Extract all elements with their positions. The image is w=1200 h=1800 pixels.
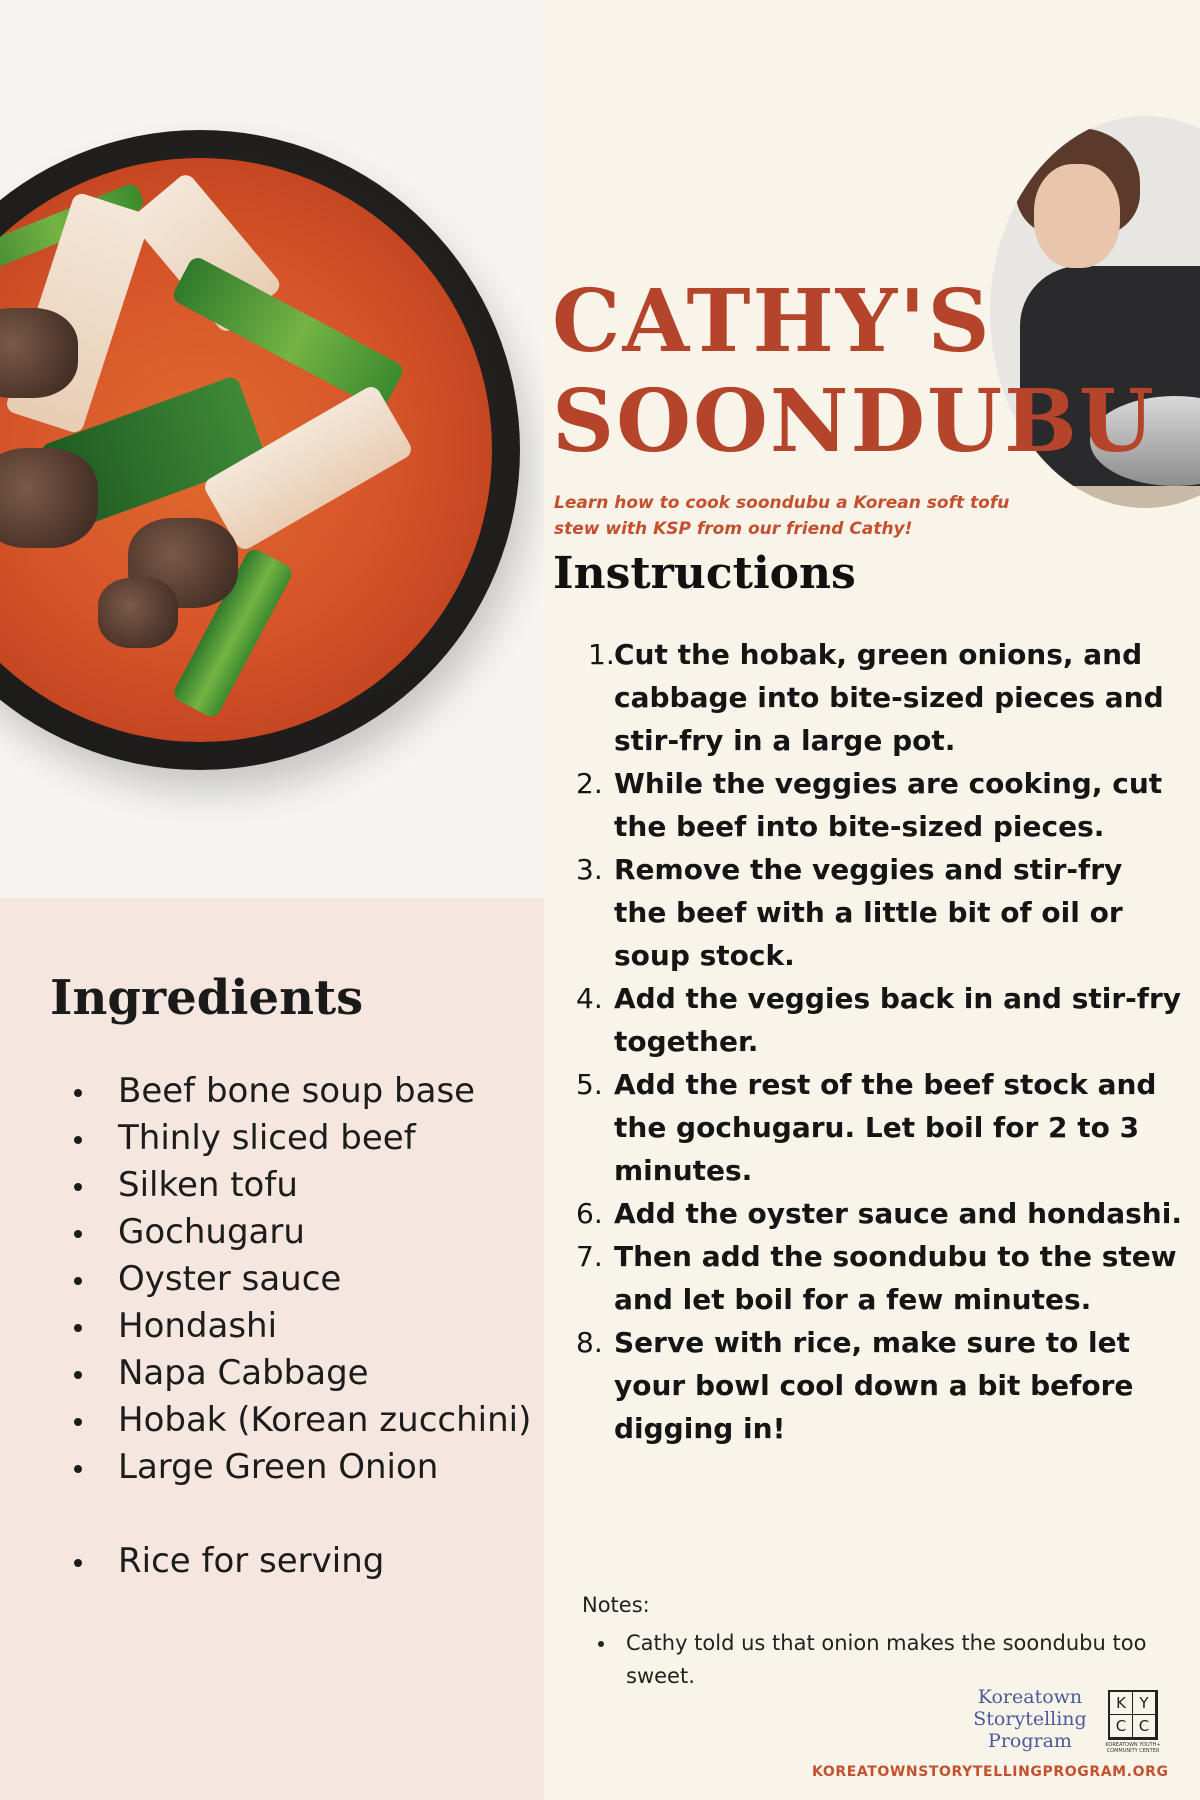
recipe-title xyxy=(552,272,1156,472)
ksp-logo-line: Koreatown xyxy=(977,1686,1083,1708)
instructions-list xyxy=(576,633,1182,1450)
ingredient-item: Napa Cabbage xyxy=(74,1350,544,1397)
ksp-logo xyxy=(968,1686,1092,1752)
ingredient-item: Rice for serving xyxy=(74,1538,544,1585)
beef-piece xyxy=(0,308,78,398)
ingredient-item: Hobak (Korean zucchini) xyxy=(74,1397,544,1444)
beef-piece xyxy=(98,578,178,648)
step-number: 3. xyxy=(576,853,603,886)
step-text: Remove the veggies and stir-fry the beef with a little bit of oil or soup stock. xyxy=(614,853,1123,972)
instruction-step xyxy=(576,1192,1182,1235)
beef-piece xyxy=(0,448,98,548)
step-text: While the veggies are cooking, cut the beef into bite-sized pieces. xyxy=(614,767,1163,843)
step-number: 8. xyxy=(576,1326,603,1359)
instruction-step xyxy=(576,1321,1182,1450)
step-number: 7. xyxy=(576,1240,603,1273)
step-text: Add the oyster sauce and hondashi. xyxy=(614,1197,1182,1230)
kycc-logo xyxy=(1108,1690,1158,1740)
instruction-step xyxy=(576,977,1182,1063)
ingredient-item: Silken tofu xyxy=(74,1162,544,1209)
instruction-step xyxy=(576,848,1182,977)
soondubu-photo xyxy=(0,0,544,898)
note-item: Cathy told us that onion makes the soondubu too sweet. xyxy=(594,1627,1154,1693)
ingredients-heading: Ingredients xyxy=(50,970,364,1026)
title-line-1: CATHY'S xyxy=(552,271,992,372)
step-text: Cut the hobak, green onions, and cabbage into bite-sized pieces and stir-fry in a large pot. xyxy=(614,638,1164,757)
instruction-step xyxy=(576,1235,1182,1321)
ingredient-item: Large Green Onion xyxy=(74,1444,544,1491)
kycc-letter: K xyxy=(1110,1692,1133,1715)
chef-face xyxy=(1034,164,1120,268)
step-number: 6. xyxy=(576,1197,603,1230)
instruction-step xyxy=(582,633,1182,762)
website-link[interactable]: KOREATOWNSTORYTELLINGPROGRAM.ORG xyxy=(812,1764,1169,1780)
recipe-subtitle: Learn how to cook soondubu a Korean soft tofu stew with KSP from our friend Cathy! xyxy=(554,493,1010,539)
ingredient-item: Thinly sliced beef xyxy=(74,1115,544,1162)
step-number: 4. xyxy=(576,982,603,1015)
step-text: Add the rest of the beef stock and the gochugaru. Let boil for 2 to 3 minutes. xyxy=(614,1068,1157,1187)
step-text: Serve with rice, make sure to let your bowl cool down a bit before digging in! xyxy=(614,1326,1134,1445)
instruction-step xyxy=(576,762,1182,848)
notes-list xyxy=(594,1627,1154,1693)
ingredient-item: Gochugaru xyxy=(74,1209,544,1256)
step-number: 5. xyxy=(576,1068,603,1101)
instruction-step xyxy=(576,1063,1182,1192)
step-text: Then add the soondubu to the stew and let boil for a few minutes. xyxy=(614,1240,1177,1316)
kycc-letter: Y xyxy=(1133,1692,1156,1715)
step-text: Add the veggies back in and stir-fry together. xyxy=(614,982,1182,1058)
instructions-heading: Instructions xyxy=(553,548,856,599)
ingredients-list xyxy=(74,1068,544,1585)
title-line-2: SOONDUBU xyxy=(552,371,1156,472)
ingredient-item: Beef bone soup base xyxy=(74,1068,544,1115)
kycc-caption: KOREATOWN YOUTH+ COMMUNITY CENTER xyxy=(1105,1742,1161,1754)
notes-label: Notes: xyxy=(582,1593,650,1617)
kycc-letter: C xyxy=(1110,1715,1133,1738)
kycc-letter: C xyxy=(1133,1715,1156,1738)
step-number: 1. xyxy=(588,638,615,671)
ingredient-item: Oyster sauce xyxy=(74,1256,544,1303)
ksp-logo-line: Storytelling xyxy=(973,1708,1087,1730)
ksp-logo-line: Program xyxy=(988,1730,1072,1752)
ingredient-item: Hondashi xyxy=(74,1303,544,1350)
step-number: 2. xyxy=(576,767,603,800)
